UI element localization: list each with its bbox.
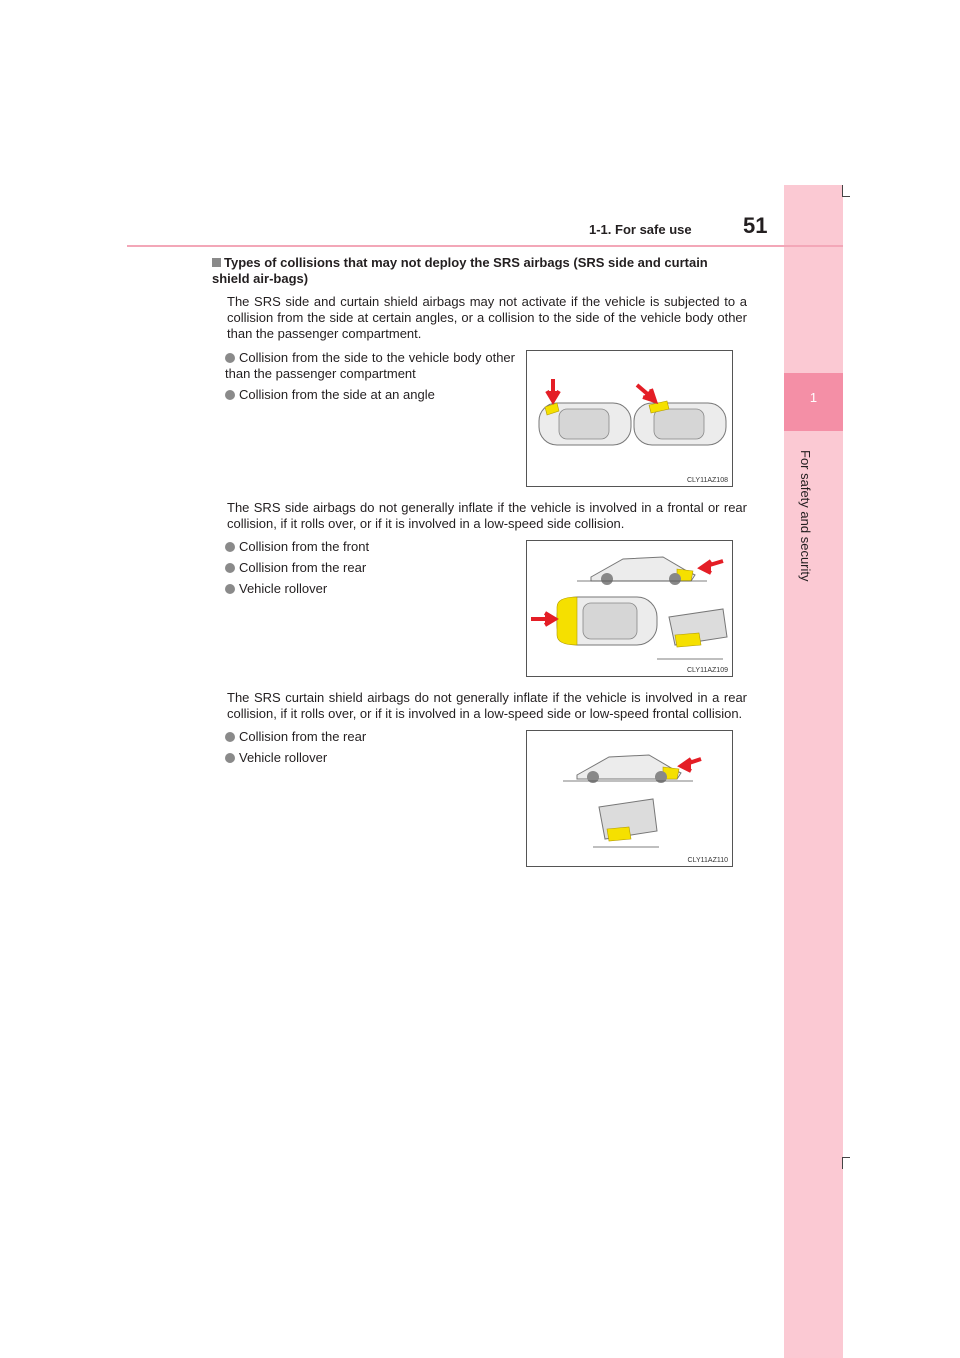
header-rule-tab xyxy=(784,245,843,247)
list-item: Vehicle rollover xyxy=(225,750,515,766)
side-collision-illustration xyxy=(527,351,733,487)
red-arrow-rear-icon xyxy=(701,561,723,573)
header-rule xyxy=(127,245,784,247)
page-number: 51 xyxy=(743,213,768,238)
section-title: 1-1. For safe use xyxy=(589,222,692,237)
red-arrow-front-icon xyxy=(531,613,555,625)
red-arrow-angle-icon xyxy=(637,385,655,401)
red-arrow-rear-icon xyxy=(681,759,701,771)
bullet-icon xyxy=(225,584,235,594)
car-top-view-front xyxy=(557,597,657,645)
bullet-icon xyxy=(225,390,235,400)
red-arrow-down-icon xyxy=(547,379,559,401)
car-rollover xyxy=(593,799,659,847)
list-item: Vehicle rollover xyxy=(225,581,515,597)
list-item: Collision from the rear xyxy=(225,729,515,745)
figure-code: CLY11AZ109 xyxy=(687,667,728,674)
crop-mark-top-h xyxy=(842,196,850,197)
rear-rollover-illustration xyxy=(527,731,733,867)
bullet-icon xyxy=(225,542,235,552)
list-item: Collision from the rear xyxy=(225,560,515,576)
chapter-title: For safety and security xyxy=(798,450,813,582)
side-tab-band xyxy=(784,185,843,1358)
paragraph-curtain-airbags: The SRS curtain shield airbags do not generally inflate if the vehicle is involved in a rear collision, if it rolls over, or if it is involved in a low-speed side or low-speed frontal collision. xyxy=(227,690,747,721)
car-side-view xyxy=(577,557,707,585)
list-item: Collision from the front xyxy=(225,539,515,555)
figure-side-collision xyxy=(526,350,733,487)
figure-code: CLY11AZ110 xyxy=(687,857,728,864)
square-bullet-icon xyxy=(212,258,221,267)
subsection-heading: Types of collisions that may not deploy the SRS airbags (SRS side and curtain shield air-bags) xyxy=(212,255,708,286)
list-item: Collision from the side to the vehicle body other than the passenger compartment xyxy=(225,350,515,381)
figure-rear-rollover xyxy=(526,730,733,867)
intro-paragraph: The SRS side and curtain shield airbags may not activate if the vehicle is subjected to a collision from the side at certain angles, or a collision to the side of the vehicle body other than the passenger compartment. xyxy=(227,294,747,341)
chapter-number: 1 xyxy=(809,390,818,405)
paragraph-side-airbags: The SRS side airbags do not generally inflate if the vehicle is involved in a frontal or rear collision, if it rolls over, or if it is involved in a low-speed side collision. xyxy=(227,500,747,531)
car-rollover xyxy=(657,609,727,659)
car-top-view-2 xyxy=(634,401,726,445)
bullet-icon xyxy=(225,353,235,363)
crop-mark-bottom xyxy=(842,1157,843,1169)
bullet-icon xyxy=(225,753,235,763)
car-side-view xyxy=(563,755,693,783)
figure-code: CLY11AZ108 xyxy=(687,477,728,484)
list-item: Collision from the side at an angle xyxy=(225,387,515,403)
bullet-icon xyxy=(225,732,235,742)
bullet-icon xyxy=(225,563,235,573)
crop-mark-bottom-h xyxy=(842,1157,850,1158)
figure-front-rear-rollover xyxy=(526,540,733,677)
car-top-view-1 xyxy=(539,403,631,445)
front-rear-rollover-illustration xyxy=(527,541,733,677)
